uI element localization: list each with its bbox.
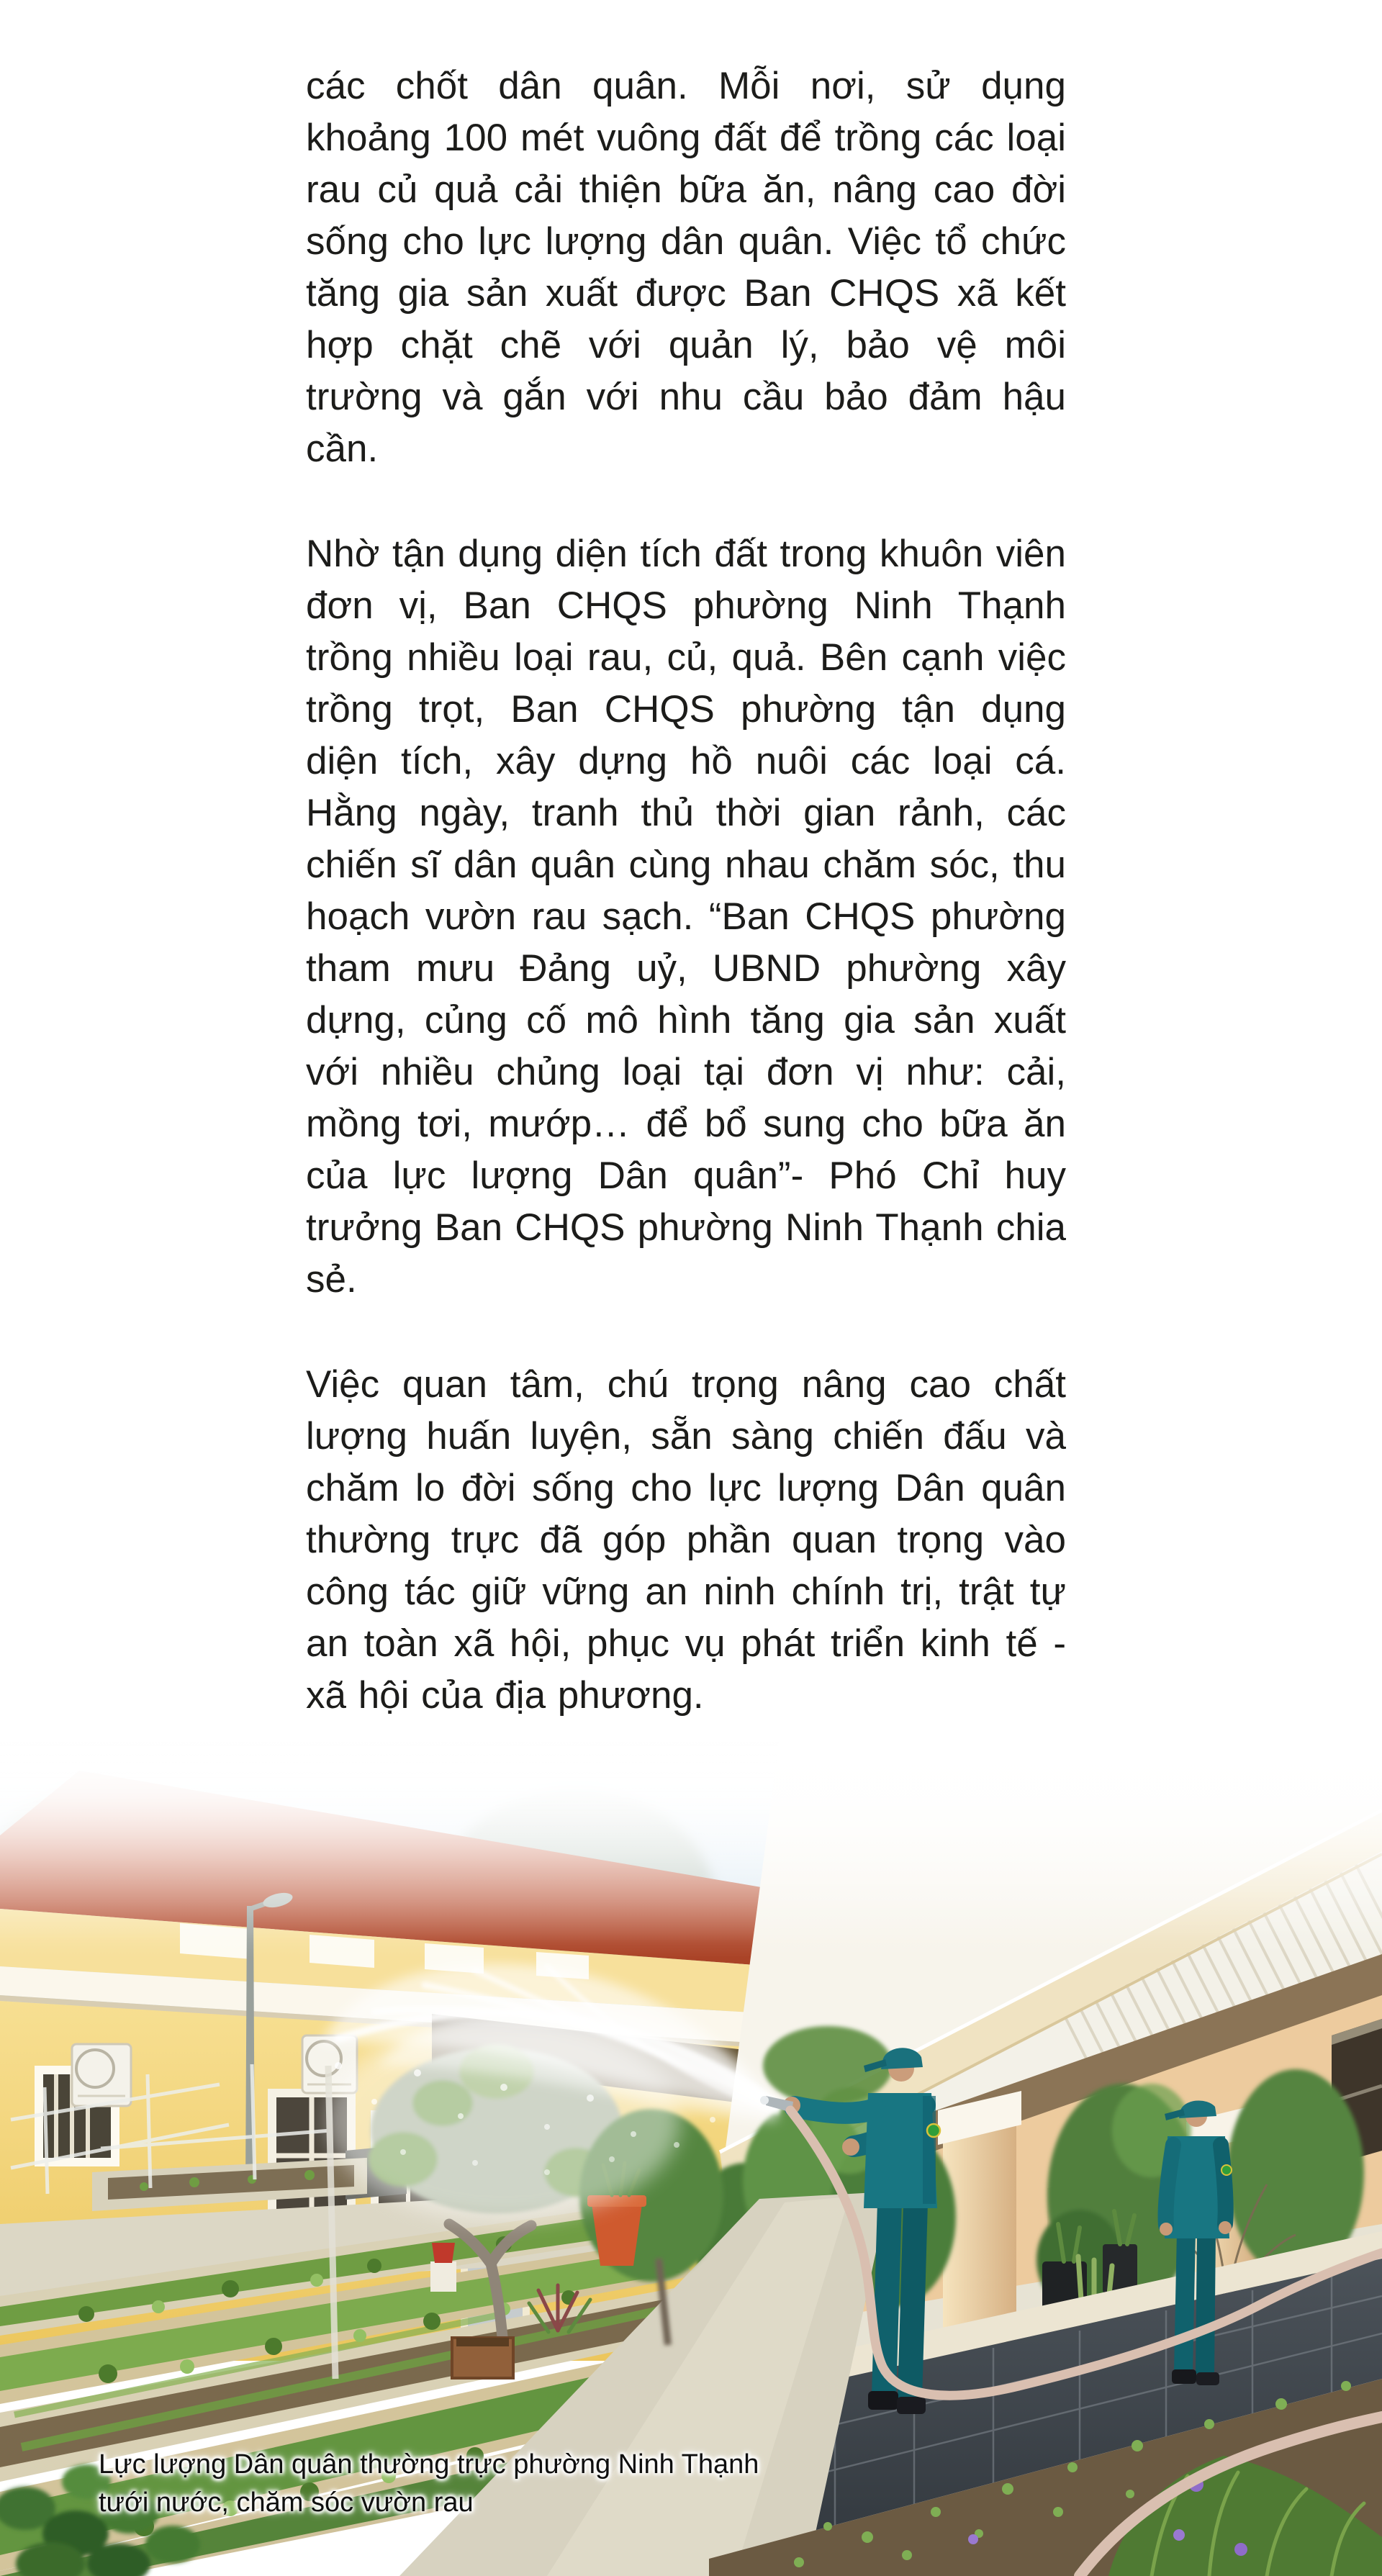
photo-figure — [0, 1727, 1382, 2576]
article-body — [306, 60, 1066, 1891]
paragraph-2: Nhờ tận dụng diện tích đất trong khuôn viên đơn vị, Ban CHQS phường Ninh Thạnh trồng nhiều loại rau, củ, quả. Bên cạnh việc trồng trọt, Ban CHQS phường tận dụng diện tích, xây dựng hồ nuôi các loại cá. Hằng ngày, tranh thủ thời gian rảnh, các chiến sĩ dân quân cùng nhau chăm sóc, thu hoạch vườn rau sạch. “Ban CHQS phường tham mưu Đảng uỷ, UBND phường xây dựng, củng cố mô hình tăng gia sản xuất với nhiều chủng loại tại đơn vị như: cải, mồng tơi, mướp… để bổ sung cho bữa ăn của lực lượng Dân quân”- Phó Chỉ huy trưởng Ban CHQS phường Ninh Thạnh chia sẻ. — [306, 533, 1066, 1301]
photo-caption-line2: tưới nước, chăm sóc vườn rau — [99, 2487, 474, 2518]
pedestal-pot-icon — [430, 2243, 456, 2292]
photo-top-fade-svg — [0, 1727, 1382, 1943]
air-conditioner-icon — [72, 2044, 131, 2106]
photo-caption — [99, 2446, 759, 2522]
photo-caption-line1: Lực lượng Dân quân thường trực phường Ninh Thạnh — [99, 2449, 759, 2480]
paragraph-3: Việc quan tâm, chú trọng nâng cao chất lượng huấn luyện, sẵn sàng chiến đấu và chăm lo đời sống cho lực lượng Dân quân thường trực đã góp phần quan trọng vào công tác giữ vững an ninh chính trị, trật tự an toàn xã hội, phục vụ phát triển kinh tế - xã hội của địa phương. — [306, 1363, 1066, 1717]
wooden-planter — [452, 2338, 513, 2378]
paragraph-1: các chốt dân quân. Mỗi nơi, sử dụng khoảng 100 mét vuông đất để trồng các loại rau củ quả cải thiện bữa ăn, nâng cao đời sống cho lực lượng dân quân. Việc tổ chức tăng gia sản xuất được Ban CHQS xã kết hợp chặt chẽ với quản lý, bảo vệ môi trường và gắn với nhu cầu bảo đảm hậu cần. — [306, 65, 1066, 470]
